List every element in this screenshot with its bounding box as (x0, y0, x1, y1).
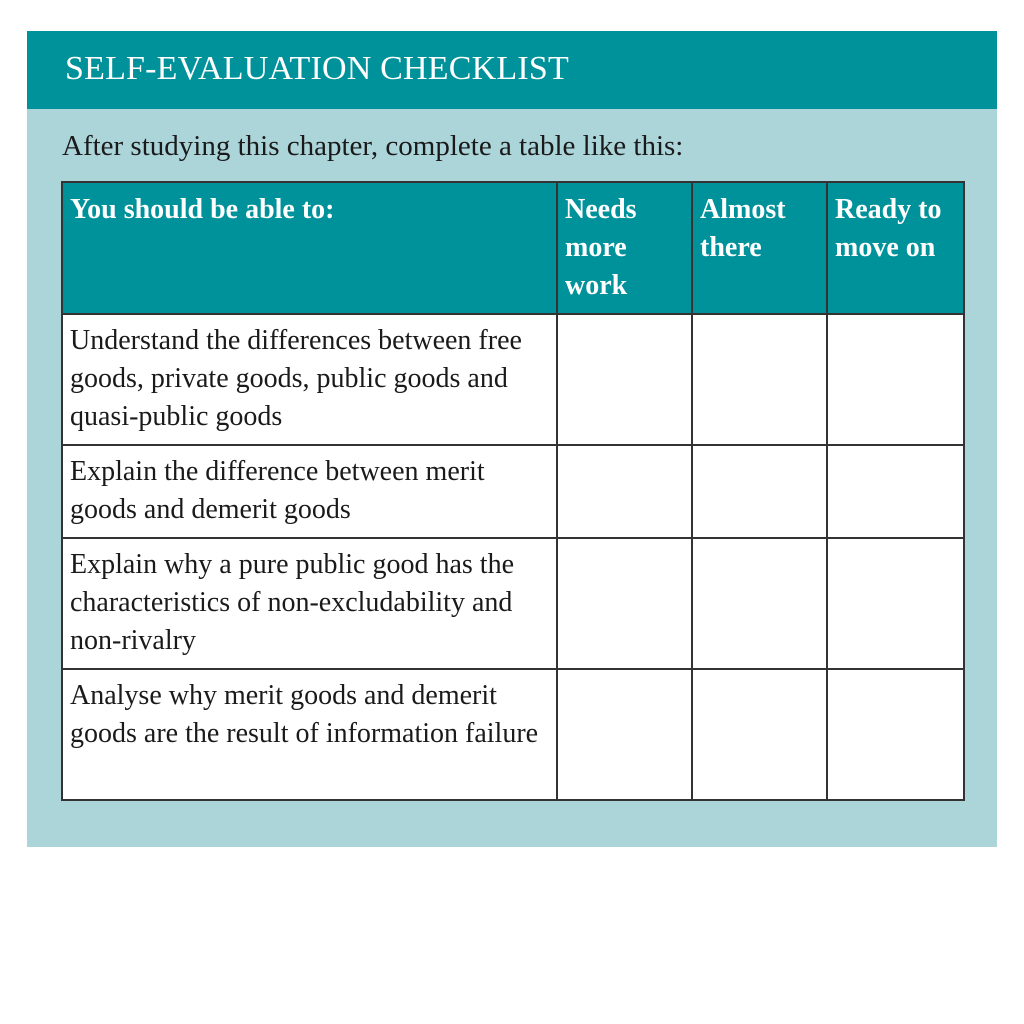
header-skill: You should be able to: (62, 182, 557, 314)
skill-cell: Understand the differences between free goods, private goods, public goods and quasi-public goods (62, 314, 557, 445)
ready-to-move-on-cell[interactable] (827, 314, 964, 445)
panel-header (27, 31, 997, 109)
almost-there-cell[interactable] (692, 669, 827, 800)
table-row (62, 538, 964, 669)
almost-there-cell[interactable] (692, 538, 827, 669)
needs-more-work-cell[interactable] (557, 538, 692, 669)
ready-to-move-on-cell[interactable] (827, 538, 964, 669)
almost-there-cell[interactable] (692, 314, 827, 445)
ready-to-move-on-cell[interactable] (827, 669, 964, 800)
header-needs-more-work: Needs more work (557, 182, 692, 314)
needs-more-work-cell[interactable] (557, 314, 692, 445)
intro-text: After studying this chapter, complete a table like this: (62, 130, 684, 162)
panel-title: SELF-EVALUATION CHECKLIST (65, 50, 569, 87)
skill-cell: Analyse why merit goods and demerit goods are the result of information failure (62, 669, 557, 800)
header-ready-to-move-on: Ready to move on (827, 182, 964, 314)
self-evaluation-panel (27, 31, 997, 847)
table-header-row (62, 182, 964, 314)
needs-more-work-cell[interactable] (557, 669, 692, 800)
skill-cell: Explain the difference between merit goods and demerit goods (62, 445, 557, 538)
header-almost-there: Almost there (692, 182, 827, 314)
needs-more-work-cell[interactable] (557, 445, 692, 538)
table-row (62, 445, 964, 538)
checklist-table (61, 181, 965, 801)
skill-cell: Explain why a pure public good has the characteristics of non-excludability and non-rivalry (62, 538, 557, 669)
table-row (62, 669, 964, 800)
almost-there-cell[interactable] (692, 445, 827, 538)
ready-to-move-on-cell[interactable] (827, 445, 964, 538)
table-row (62, 314, 964, 445)
